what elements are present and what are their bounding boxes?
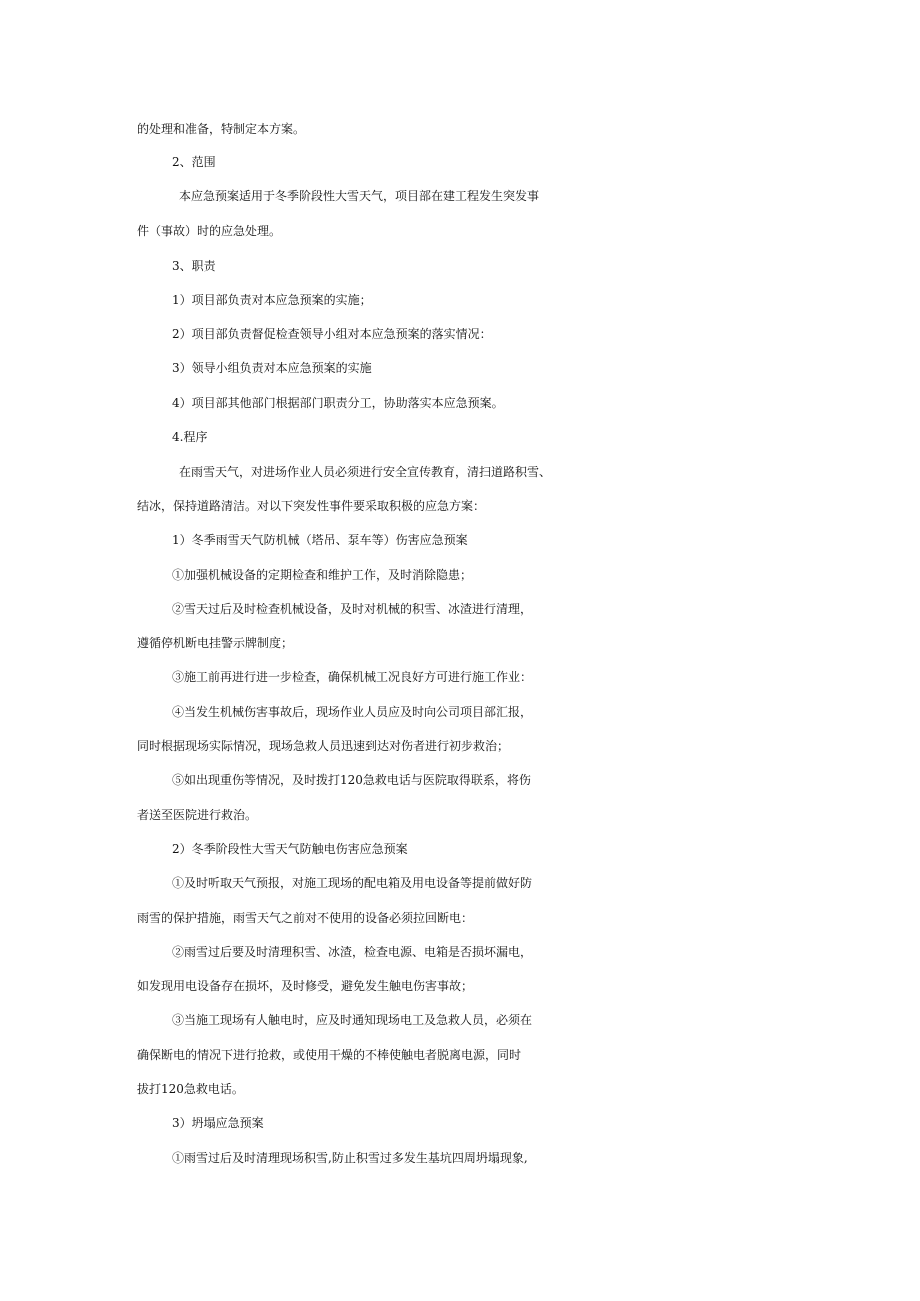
list-item: ③当施工现场有人触电时，应及时通知现场电工及急救人员，必须在: [172, 1013, 533, 1027]
section-heading-scope: 2、范围: [172, 155, 216, 169]
text-line: 遵循停机断电挂警示牌制度；: [137, 636, 294, 650]
text-line: 拔打120急救电话。: [137, 1082, 244, 1096]
text-line: 者送至医院进行救治。: [137, 808, 258, 822]
list-item: 2）项目部负责督促检查领导小组对本应急预案的落实情况：: [172, 327, 492, 341]
list-item: 4）项目部其他部门根据部门职责分工，协助落实本应急预案。: [172, 396, 504, 410]
subsection-heading: 1）冬季雨雪天气防机械（塔吊、泵车等）伤害应急预案: [172, 533, 468, 547]
list-item: ②雨雪过后要及时清理积雪、冰渣，检查电源、电箱是否损坏漏电，: [172, 945, 533, 959]
subsection-heading: 2）冬季阶段性大雪天气防触电伤害应急预案: [172, 842, 408, 856]
text-line: 的处理和准备，特制定本方案。: [137, 122, 306, 136]
text-line: 件（事故）时的应急处理。: [137, 224, 282, 238]
text-line: 雨雪的保护措施，雨雪天气之前对不使用的设备必须拉回断电：: [137, 911, 474, 925]
list-item: ①及时听取天气预报，对施工现场的配电箱及用电设备等提前做好防: [172, 876, 533, 890]
section-heading-procedure: 4.程序: [172, 430, 208, 444]
list-item: ⑤如出现重伤等情况，及时拨打120急救电话与医院取得联系，将伤: [172, 773, 531, 787]
list-item: ④当发生机械伤害事故后，现场作业人员应及时向公司项目部汇报，: [172, 705, 533, 719]
text-line: 结冰，保持道路清洁。对以下突发性事件要采取积极的应急方案：: [137, 499, 486, 513]
list-item: ③施工前再进行进一步检查，确保机械工况良好方可进行施工作业：: [172, 670, 533, 684]
text-line: 确保断电的情况下进行抢救，或使用干燥的不棒使触电者脱离电源，同时: [137, 1048, 522, 1062]
subsection-heading: 3）坍塌应急预案: [172, 1116, 264, 1130]
text-line: 同时根据现场实际情况，现场急救人员迅速到达对伤者进行初步救治；: [137, 739, 510, 753]
text-line: 本应急预案适用于冬季阶段性大雪天气，项目部在建工程发生突发事: [179, 189, 540, 203]
text-line: 如发现用电设备存在损坏，及时修受，避免发生触电伤害事故；: [137, 979, 474, 993]
section-heading-duties: 3、职责: [172, 259, 216, 273]
list-item: ②雪天过后及时检查机械设备，及时对机械的积雪、冰渣进行清理，: [172, 602, 533, 616]
list-item: 1）项目部负责对本应急预案的实施；: [172, 293, 372, 307]
text-line: 在雨雪天气，对进场作业人员必须进行安全宣传教育，清扫道路积雪、: [179, 465, 552, 479]
list-item: 3）领导小组负责对本应急预案的实施: [172, 361, 372, 375]
list-item: ①雨雪过后及时清理现场积雪,防止积雪过多发生基坑四周坍塌现象,: [172, 1151, 528, 1165]
list-item: ①加强机械设备的定期检查和维护工作，及时消除隐患；: [172, 568, 473, 582]
